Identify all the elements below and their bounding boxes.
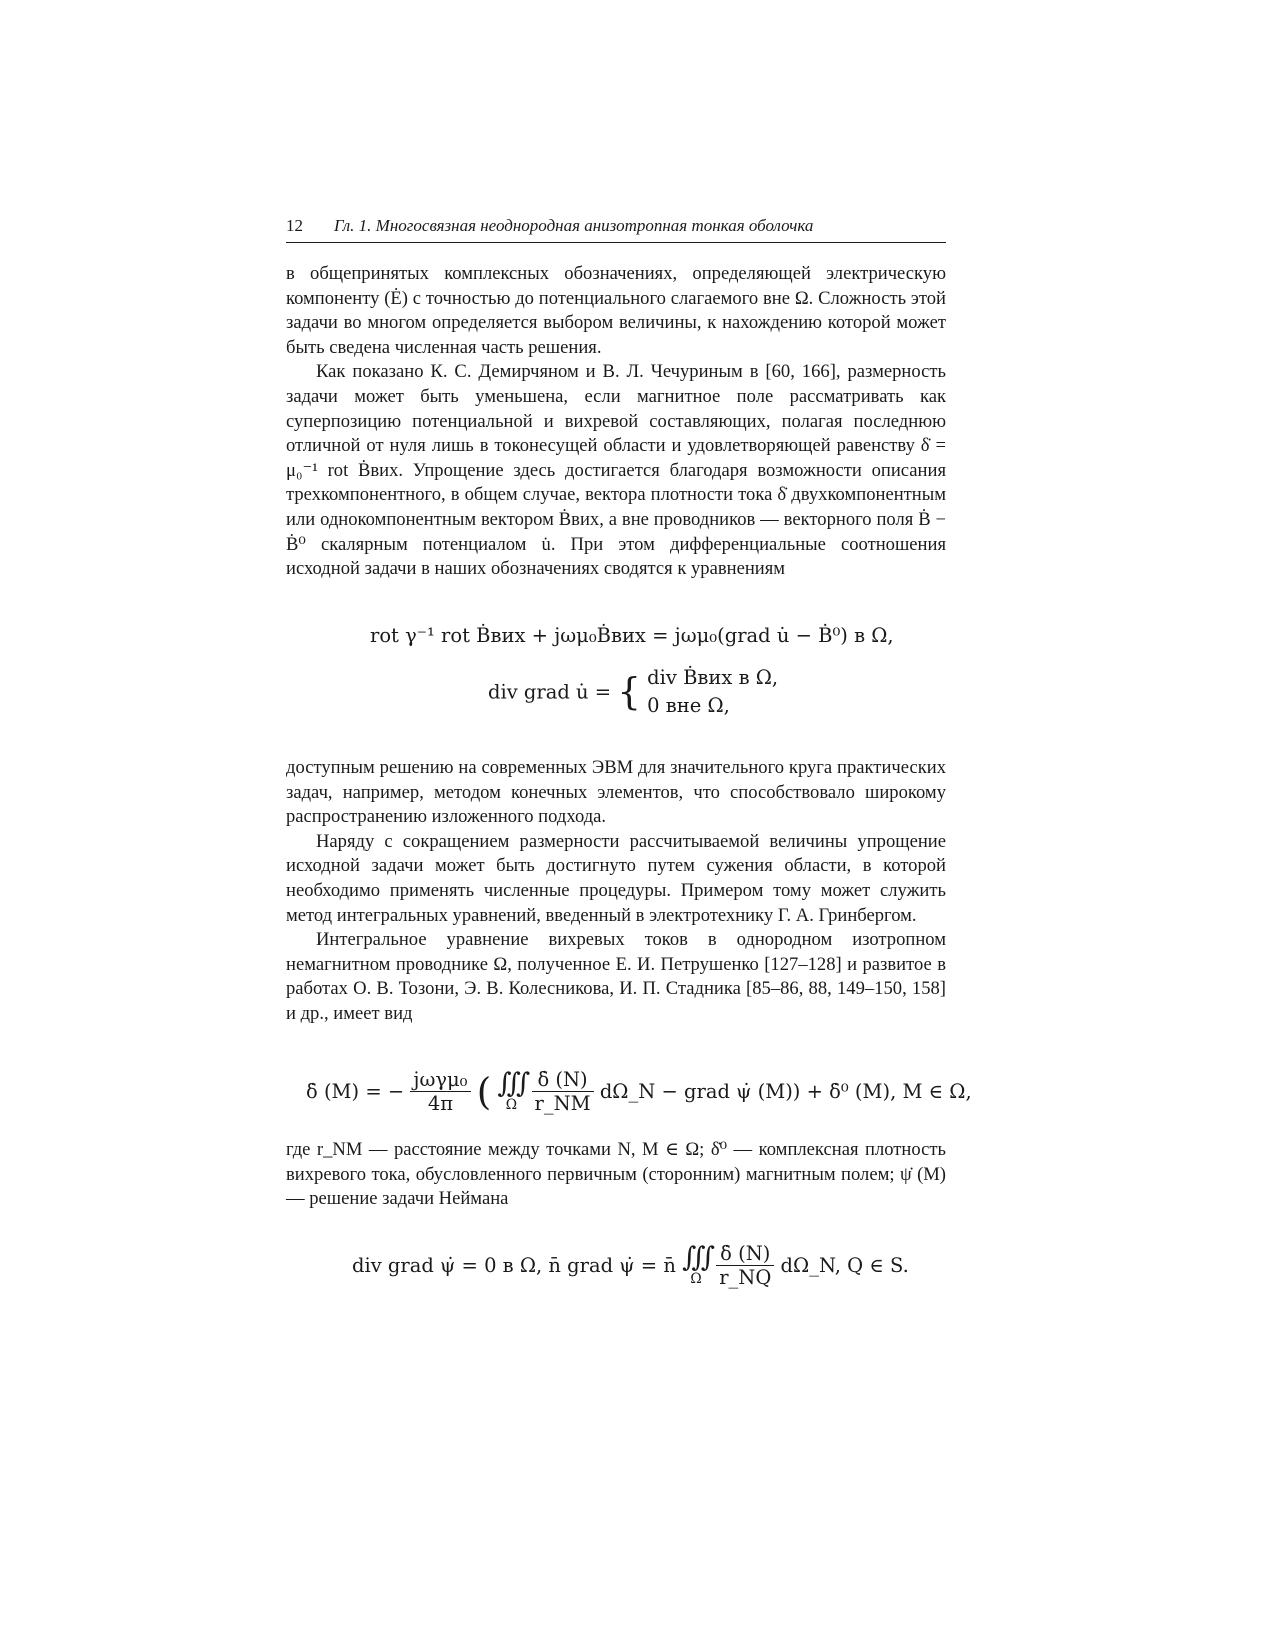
integral-domain: Ω xyxy=(505,1097,517,1114)
paragraph: доступным решению на современных ЭВМ для значительного круга практических задач, например, методом конечных элементов, что способствовало широкому распространению изложенного подхода. xyxy=(286,757,946,828)
paragraph: Интегральное уравнение вихревых токов в однородном изотропном немагнитном проводнике Ω, полученное Е. И. Петрушенко [127–128] и развитое в работах О. В. Тозони, Э. В. Колесникова, И. П. Стадника [85–86, 88, 149–150, 158] и др., имеет вид xyxy=(286,929,946,1024)
page-number: 12 xyxy=(286,216,303,235)
paragraph: в общепринятых комплексных обозначениях, определяющей электрическую компоненту (Ė) с точностью до потенциального слагаемого вне Ω. Сложность этой задачи во многом определяется выбором величины, к нахождению которой может быть сведена численная часть решения. xyxy=(286,263,946,358)
paragraph: где r_NM — расстояние между точками N, M ∈ Ω; δ̇⁰ — комплексная плотность вихревого тока, обусловленного первичным (сторонним) магнитным полем; ψ̇ (M) — решение задачи Неймана xyxy=(286,1139,946,1210)
fraction-numerator: jωγμ₀ xyxy=(410,1068,470,1092)
paragraph: Как показано К. С. Демирчяном и В. Л. Чечуриным в [60, 166], размерность задачи может быть уменьшена, если магнитное поле рассматривать как суперпозицию потенциальной и вихревой составляющих, полагая последнюю отличной от нуля лишь в токонесущей области и удовлетворяющей равенству δ̇ = μ₀⁻¹ rot Ḃвих. Упрощение здесь достигается благодаря возможности описания трехкомпонентного, в общем случае, вектора плотности тока δ̇ двухкомпонентным или однокомпонентным вектором Ḃвих, а вне проводников — векторного поля Ḃ − Ḃ⁰ скалярным потенциалом u̇. При этом дифференциальные соотношения исходной задачи в наших обозначениях сводятся к уравнениям xyxy=(286,361,946,580)
equation-2-tail: dΩ_N − grad ψ̇ (M)) + δ̇⁰ (M), M ∈ Ω, xyxy=(599,1080,972,1103)
equation-3-integrand xyxy=(716,1242,774,1289)
integral-icon: ∫∫∫ xyxy=(497,1068,526,1100)
equation-2-lhs: δ̇ (M) = − xyxy=(306,1080,405,1103)
equation-1-case-1: div Ḃвих в Ω, xyxy=(647,666,779,689)
triple-integral xyxy=(497,1070,525,1113)
equation-1-case-2: 0 вне Ω, xyxy=(647,694,730,717)
triple-integral xyxy=(682,1244,710,1287)
fraction-denominator: r_NM xyxy=(534,1092,591,1115)
text-bottom xyxy=(286,1138,946,1212)
equation-3-tail: dΩ_N, Q ∈ S. xyxy=(780,1254,909,1277)
fraction-numerator: δ̇ (N) xyxy=(716,1242,774,1266)
fraction-numerator: δ̇ (N) xyxy=(532,1068,594,1092)
paragraph: Наряду с сокращением размерности рассчитываемой величины упрощение исходной задачи может быть достигнуто путем сужения области, в которой необходимо применять численные процедуры. Примером тому может служить метод интегральных уравнений, введенный в электротехнику Г. А. Гринбергом. xyxy=(286,830,946,926)
fraction-denominator: r_NQ xyxy=(719,1266,772,1289)
text-top xyxy=(286,262,946,582)
equation-2-integrand xyxy=(532,1068,594,1115)
running-title: Гл. 1. Многосвязная неоднородная анизотропная тонкая оболочка xyxy=(334,216,814,235)
integral-domain: Ω xyxy=(690,1271,702,1288)
fraction-denominator: 4π xyxy=(427,1092,454,1115)
equation-2 xyxy=(306,1068,972,1115)
page-header xyxy=(286,212,946,243)
paren-open-icon: ( xyxy=(476,1070,492,1114)
brace-icon: { xyxy=(617,670,641,714)
integral-icon: ∫∫∫ xyxy=(682,1242,711,1274)
equation-1-line-2 xyxy=(488,664,778,720)
text-middle xyxy=(286,756,946,1027)
equation-3-lhs: div grad ψ̇ = 0 в Ω, n̄ grad ψ̇ = n̄ xyxy=(352,1254,676,1277)
equation-2-coefficient xyxy=(410,1068,470,1115)
equation-1-lhs: div grad u̇ = xyxy=(488,680,612,704)
equation-3 xyxy=(352,1242,909,1289)
equation-1-line-1: rot γ⁻¹ rot Ḃвих + jωμ₀Ḃвих = jωμ₀(grad u̇ − Ḃ⁰) в Ω, xyxy=(370,624,894,647)
